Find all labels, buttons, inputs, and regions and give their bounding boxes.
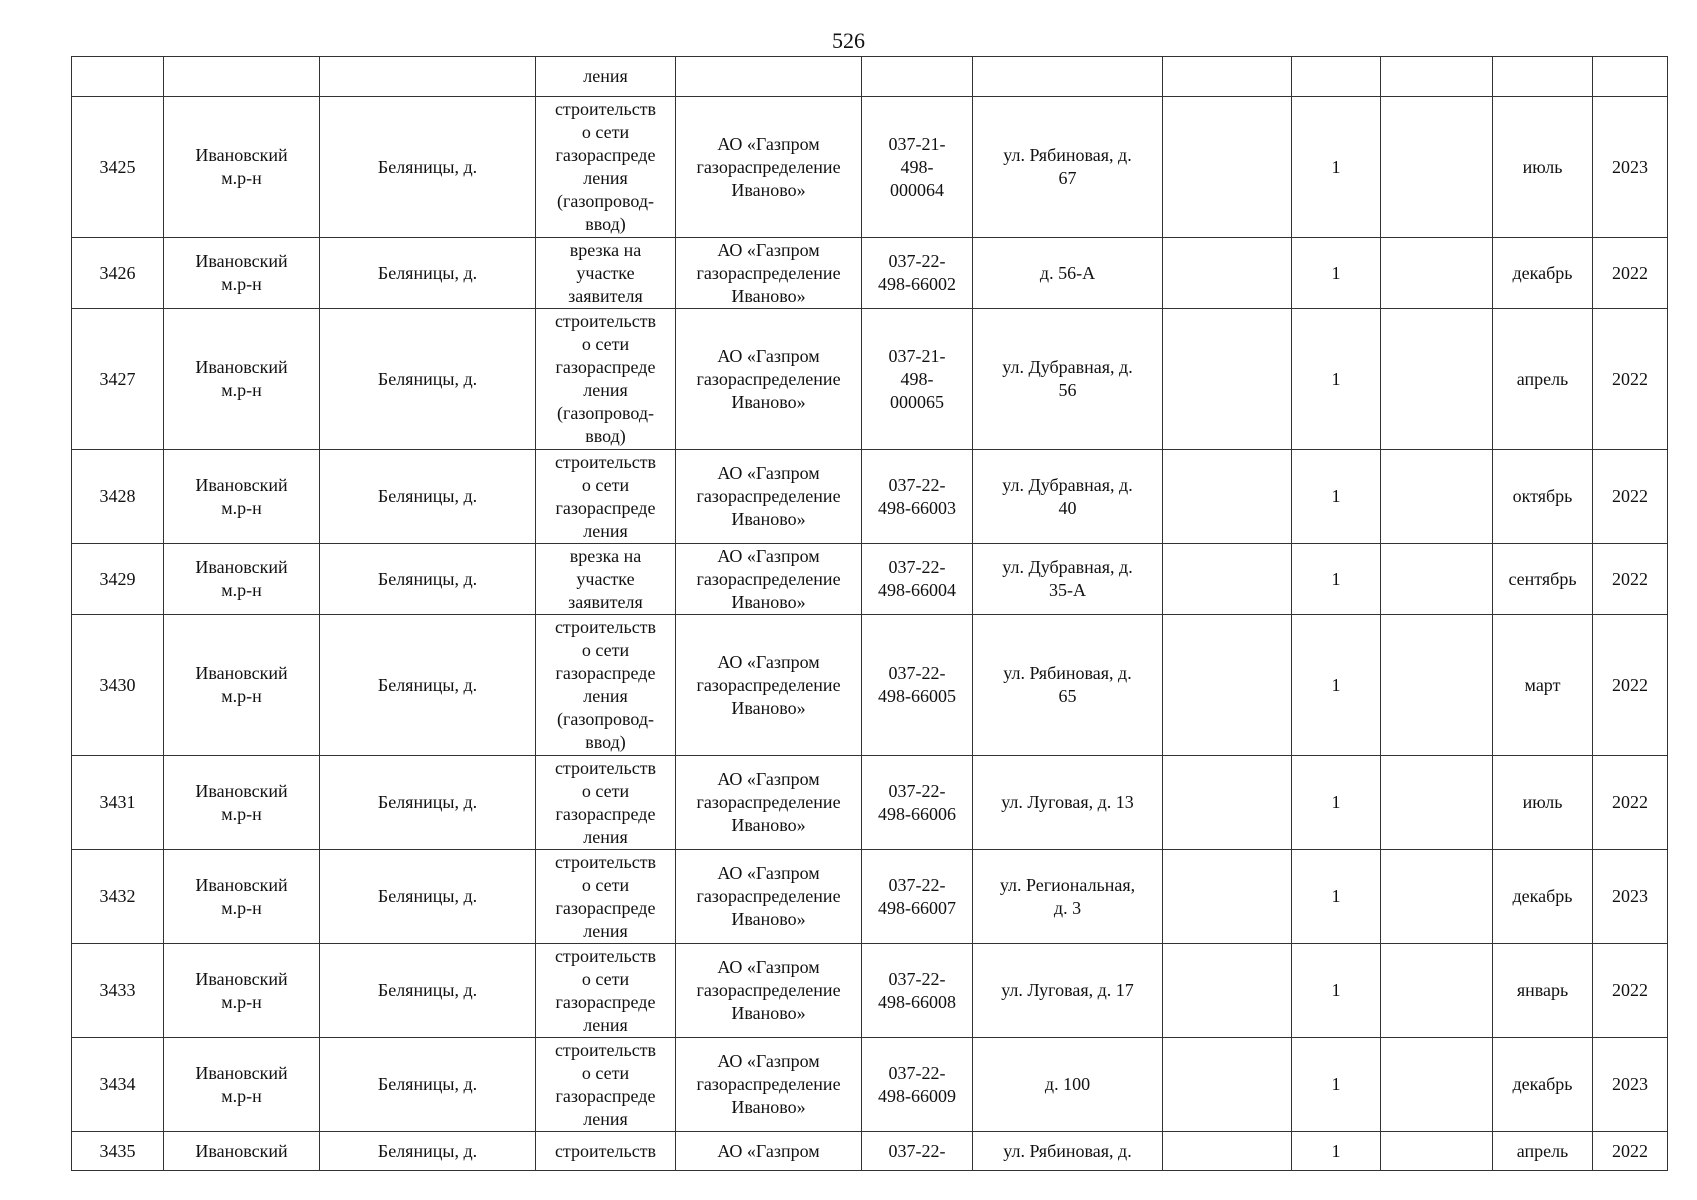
cell-work-type: врезка на участке заявителя [536,544,676,615]
cell-qty: 1 [1292,944,1381,1038]
cell-settlement [320,57,536,97]
cell-qty: 1 [1292,1132,1381,1171]
cell-qty: 1 [1292,544,1381,615]
cell-work-type: строительств о сети газораспреде ления [536,944,676,1038]
cell-no: 3429 [72,544,164,615]
cell-col8 [1163,450,1292,544]
cell-work-type: строительств о сети газораспреде ления (газопровод- ввод) [536,615,676,756]
table-row [72,1038,1668,1132]
cell-organization: АО «Газпром газораспределение Иваново» [676,850,862,944]
cell-month: июль [1493,97,1593,238]
cell-no: 3425 [72,97,164,238]
cell-year: 2022 [1593,450,1668,544]
cell-col8 [1163,97,1292,238]
cell-year: 2022 [1593,544,1668,615]
cell-no [72,57,164,97]
page-number: 526 [832,28,865,53]
cell-year: 2022 [1593,615,1668,756]
cell-no: 3427 [72,309,164,450]
cell-qty: 1 [1292,238,1381,309]
cell-code: 037-21- 498- 000064 [862,97,973,238]
cell-code: 037-22- 498-66003 [862,450,973,544]
cell-col10 [1381,944,1493,1038]
table-row [72,850,1668,944]
table-row [72,97,1668,238]
cell-settlement: Беляницы, д. [320,1038,536,1132]
cell-year: 2022 [1593,756,1668,850]
cell-col10 [1381,450,1493,544]
cell-no: 3431 [72,756,164,850]
cell-year: 2023 [1593,850,1668,944]
cell-no: 3433 [72,944,164,1038]
cell-settlement: Беляницы, д. [320,238,536,309]
cell-settlement: Беляницы, д. [320,309,536,450]
cell-month: апрель [1493,1132,1593,1171]
cell-no: 3435 [72,1132,164,1171]
table-row [72,756,1668,850]
cell-col8 [1163,309,1292,450]
table-row [72,944,1668,1038]
cell-code: 037-22- 498-66004 [862,544,973,615]
cell-qty [1292,57,1381,97]
cell-year: 2023 [1593,1038,1668,1132]
cell-settlement: Беляницы, д. [320,544,536,615]
cell-address: ул. Дубравная, д. 40 [973,450,1163,544]
cell-col8 [1163,850,1292,944]
cell-code: 037-22- 498-66008 [862,944,973,1038]
cell-col8 [1163,615,1292,756]
cell-district: Ивановский м.р-н [164,1038,320,1132]
cell-month [1493,57,1593,97]
cell-address: ул. Дубравная, д. 56 [973,309,1163,450]
cell-month: октябрь [1493,450,1593,544]
cell-col10 [1381,97,1493,238]
cell-settlement: Беляницы, д. [320,97,536,238]
cell-address [973,57,1163,97]
cell-code: 037-22- 498-66005 [862,615,973,756]
cell-district: Ивановский м.р-н [164,238,320,309]
cell-code: 037-22- 498-66007 [862,850,973,944]
cell-work-type: строительств о сети газораспреде ления [536,1038,676,1132]
cell-address: ул. Луговая, д. 13 [973,756,1163,850]
cell-code: 037-22- 498-66009 [862,1038,973,1132]
cell-qty: 1 [1292,756,1381,850]
cell-no: 3428 [72,450,164,544]
cell-district [164,57,320,97]
cell-district: Ивановский м.р-н [164,615,320,756]
continuation-row [72,57,1668,97]
cell-no: 3434 [72,1038,164,1132]
cell-settlement: Беляницы, д. [320,450,536,544]
cell-year [1593,57,1668,97]
cell-work-type: строительств о сети газораспреде ления (газопровод- ввод) [536,309,676,450]
cell-organization: АО «Газпром газораспределение Иваново» [676,544,862,615]
cell-no: 3430 [72,615,164,756]
cell-address: ул. Дубравная, д. 35-А [973,544,1163,615]
cell-qty: 1 [1292,615,1381,756]
cell-month: июль [1493,756,1593,850]
cell-work-type: строительств о сети газораспреде ления [536,450,676,544]
cell-year: 2022 [1593,309,1668,450]
cell-col8 [1163,544,1292,615]
cell-organization: АО «Газпром газораспределение Иваново» [676,450,862,544]
cell-district: Ивановский м.р-н [164,756,320,850]
cell-col10 [1381,309,1493,450]
cell-work-type: ления [536,57,676,97]
cell-address: ул. Рябиновая, д. 67 [973,97,1163,238]
cell-col8 [1163,944,1292,1038]
cell-district: Ивановский м.р-н [164,97,320,238]
cell-col10 [1381,238,1493,309]
cell-year: 2022 [1593,944,1668,1038]
cell-code [862,57,973,97]
cell-work-type: строительств о сети газораспреде ления [536,756,676,850]
cell-col8 [1163,1132,1292,1171]
cell-col10 [1381,1038,1493,1132]
cell-work-type: строительств о сети газораспреде ления [536,850,676,944]
table-row [72,544,1668,615]
cell-year: 2022 [1593,238,1668,309]
cell-col8 [1163,57,1292,97]
cell-no: 3426 [72,238,164,309]
cell-qty: 1 [1292,450,1381,544]
cell-district: Ивановский м.р-н [164,309,320,450]
cell-month: март [1493,615,1593,756]
cell-col8 [1163,1038,1292,1132]
cell-year: 2022 [1593,1132,1668,1171]
cell-qty: 1 [1292,309,1381,450]
cell-settlement: Беляницы, д. [320,615,536,756]
cell-organization: АО «Газпром газораспределение Иваново» [676,309,862,450]
cell-col10 [1381,57,1493,97]
cell-organization: АО «Газпром газораспределение Иваново» [676,97,862,238]
cell-work-type: врезка на участке заявителя [536,238,676,309]
cell-work-type: строительств о сети газораспреде ления (газопровод- ввод) [536,97,676,238]
cell-month: сентябрь [1493,544,1593,615]
cell-year: 2023 [1593,97,1668,238]
cell-district: Ивановский м.р-н [164,850,320,944]
cell-organization [676,57,862,97]
cell-settlement: Беляницы, д. [320,850,536,944]
cell-address: д. 100 [973,1038,1163,1132]
table-row [72,615,1668,756]
cell-settlement: Беляницы, д. [320,944,536,1038]
cell-address: ул. Региональная, д. 3 [973,850,1163,944]
cell-organization: АО «Газпром [676,1132,862,1171]
cell-month: январь [1493,944,1593,1038]
cell-organization: АО «Газпром газораспределение Иваново» [676,615,862,756]
registry-table [71,56,1668,1171]
cell-organization: АО «Газпром газораспределение Иваново» [676,944,862,1038]
cell-col8 [1163,756,1292,850]
cell-code: 037-21- 498- 000065 [862,309,973,450]
cell-col10 [1381,544,1493,615]
table-row [72,1132,1668,1171]
cell-col10 [1381,1132,1493,1171]
cell-address: ул. Рябиновая, д. [973,1132,1163,1171]
cell-month: декабрь [1493,238,1593,309]
table-row [72,450,1668,544]
cell-code: 037-22- [862,1132,973,1171]
cell-address: ул. Рябиновая, д. 65 [973,615,1163,756]
cell-organization: АО «Газпром газораспределение Иваново» [676,1038,862,1132]
cell-col8 [1163,238,1292,309]
table-row [72,309,1668,450]
cell-organization: АО «Газпром газораспределение Иваново» [676,756,862,850]
cell-district: Ивановский м.р-н [164,544,320,615]
cell-district: Ивановский м.р-н [164,944,320,1038]
cell-month: декабрь [1493,1038,1593,1132]
cell-month: декабрь [1493,850,1593,944]
cell-code: 037-22- 498-66006 [862,756,973,850]
cell-col10 [1381,850,1493,944]
cell-settlement: Беляницы, д. [320,1132,536,1171]
cell-settlement: Беляницы, д. [320,756,536,850]
cell-qty: 1 [1292,1038,1381,1132]
cell-col10 [1381,615,1493,756]
cell-month: апрель [1493,309,1593,450]
cell-district: Ивановский м.р-н [164,450,320,544]
cell-no: 3432 [72,850,164,944]
cell-code: 037-22- 498-66002 [862,238,973,309]
table-row [72,238,1668,309]
cell-address: ул. Луговая, д. 17 [973,944,1163,1038]
cell-address: д. 56-А [973,238,1163,309]
cell-col10 [1381,756,1493,850]
cell-work-type: строительств [536,1132,676,1171]
cell-qty: 1 [1292,97,1381,238]
cell-qty: 1 [1292,850,1381,944]
cell-organization: АО «Газпром газораспределение Иваново» [676,238,862,309]
cell-district: Ивановский [164,1132,320,1171]
